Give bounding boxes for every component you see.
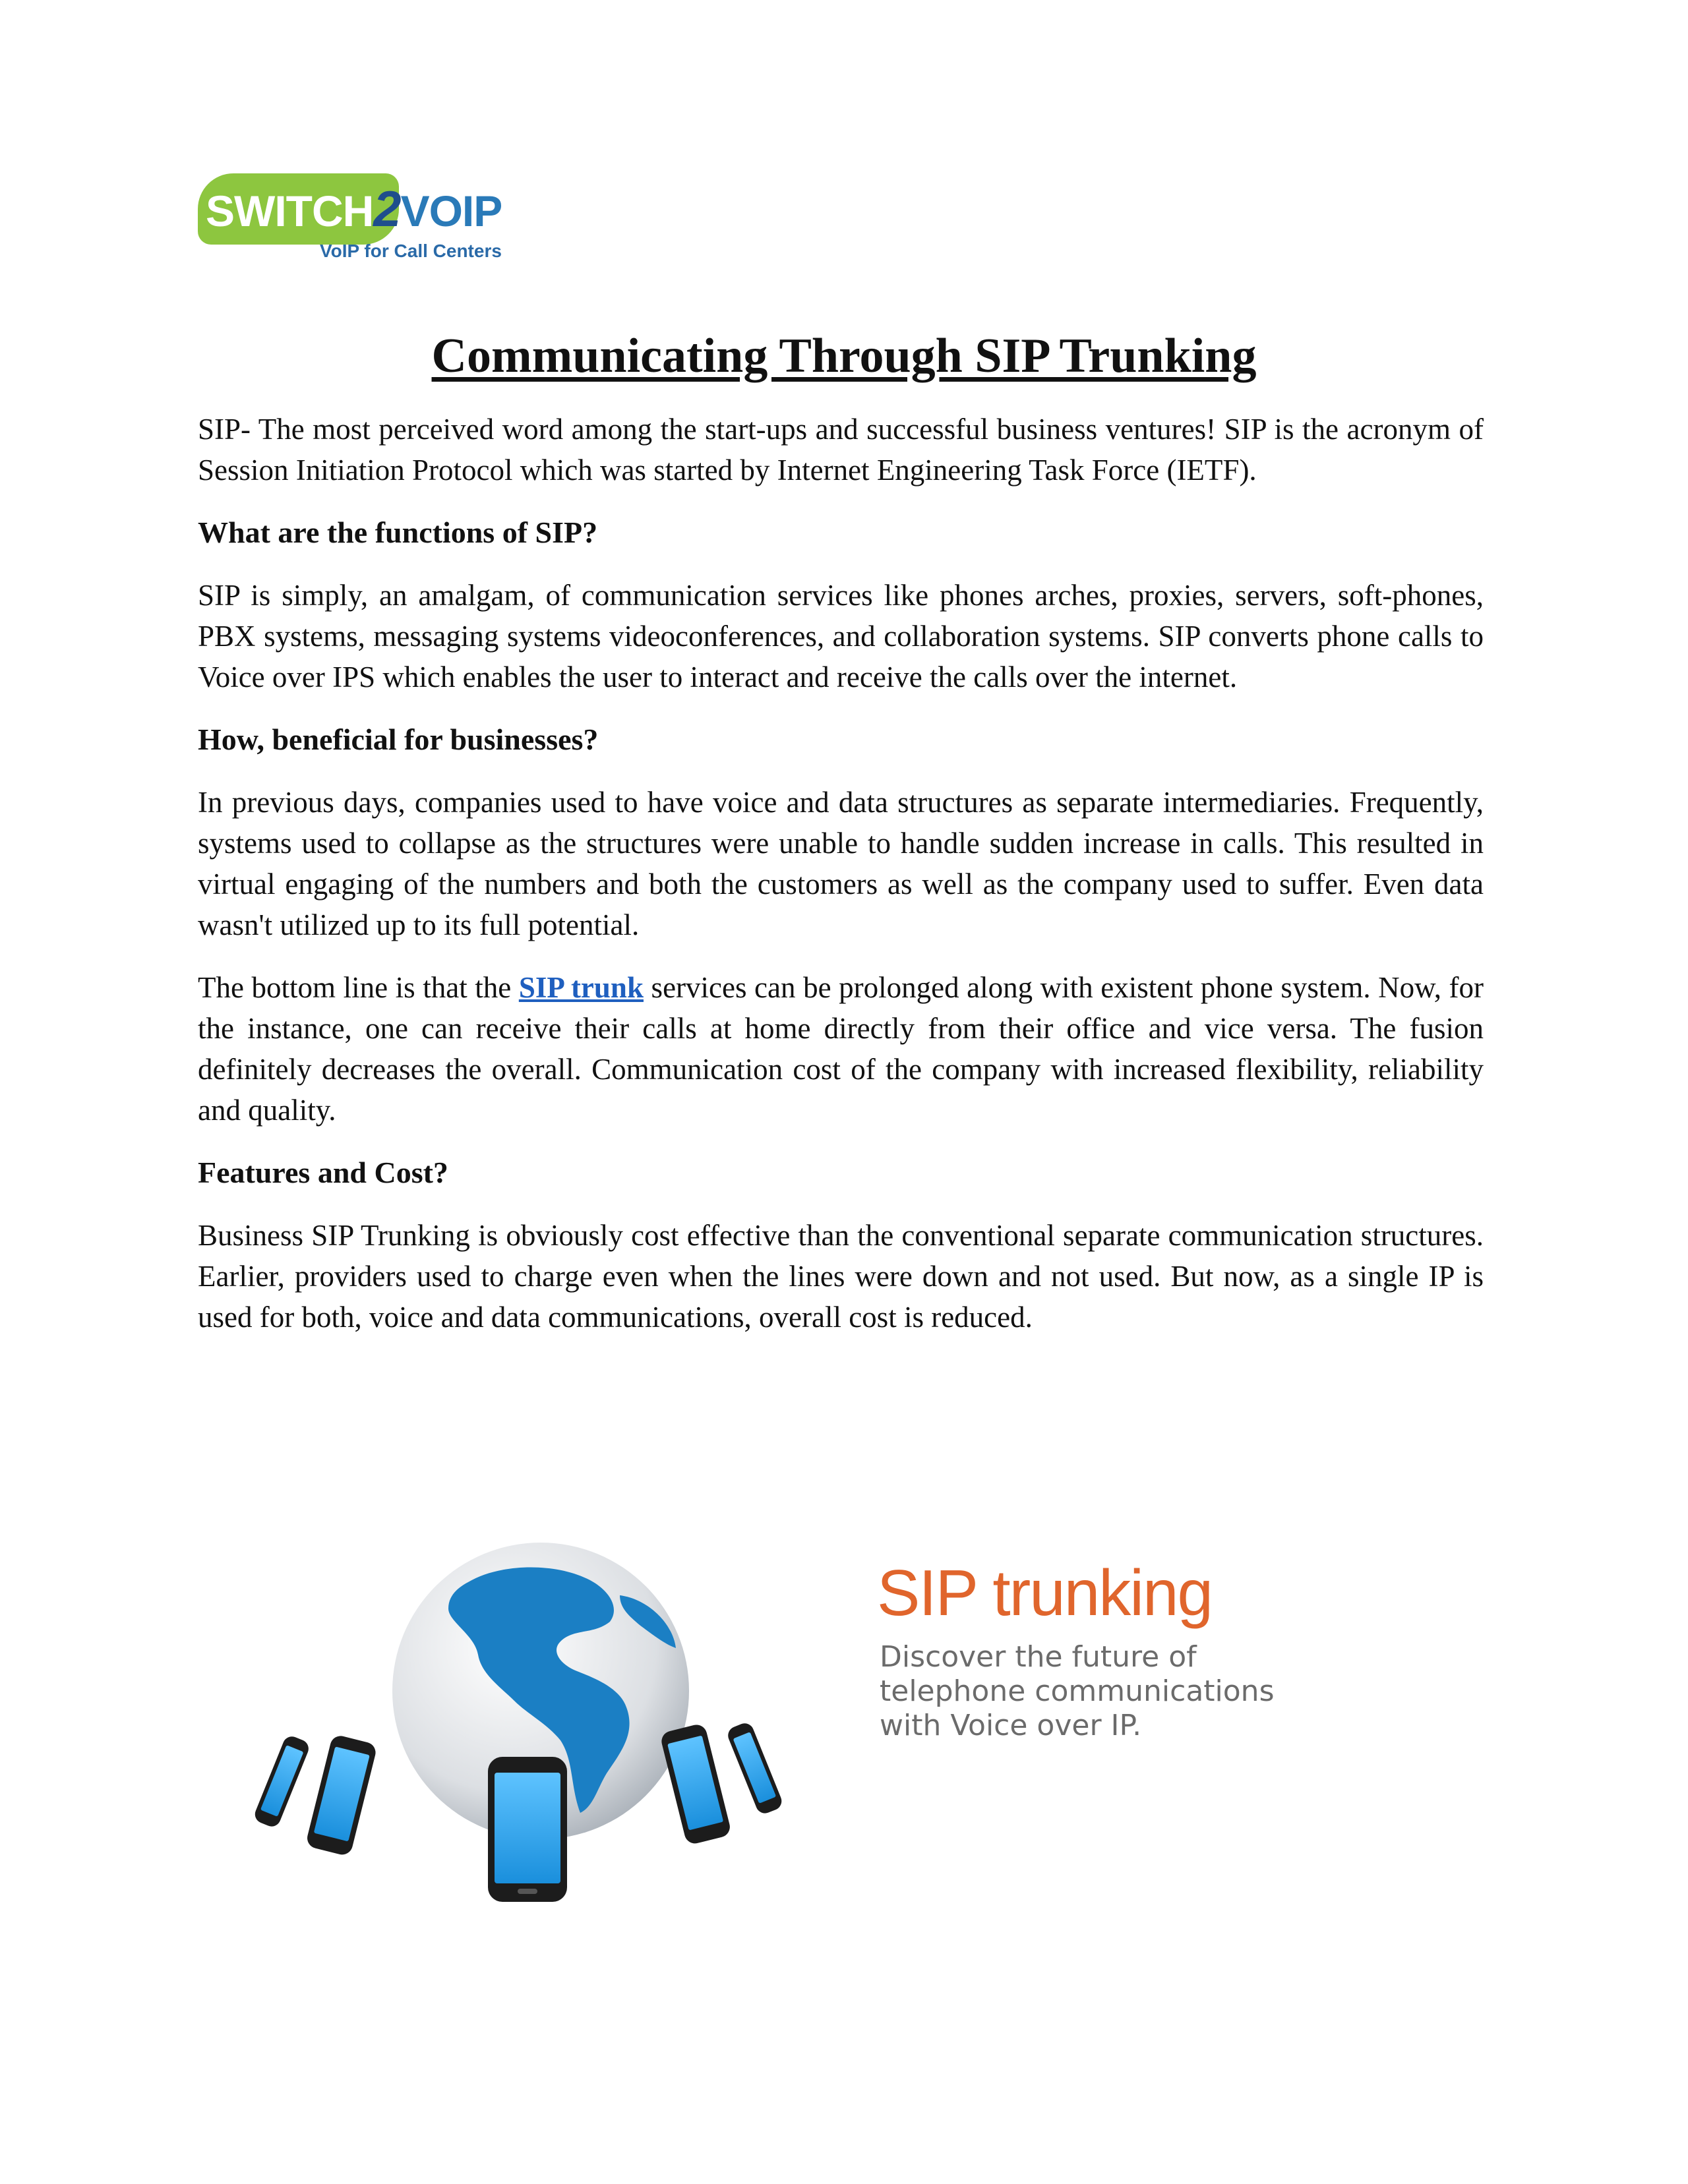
page-title: Communicating Through SIP Trunking (431, 329, 1257, 383)
section-body-functions: SIP is simply, an amalgam, of communication services like phones arches, proxies, servers, soft-phones, PBX systems, messaging systems videoconferences, and collaboration systems. SIP converts phone calls to Voice over IPS which enables the user to interact and receive the calls over the internet. (198, 579, 1484, 694)
banner-line-3: with Voice over IP. (880, 1709, 1142, 1742)
section-body-benefits: In previous days, companies used to have voice and data structures as separate intermediaries. Frequently, systems used to collapse as the structures were unable to handle sudden increase in calls. This resulted in virtual engaging of the numbers and both the customers as well as the company used to suffer. Even data wasn't utilized up to its full potential. (198, 786, 1484, 941)
phone-icon-far-right (725, 1721, 785, 1816)
banner-headline: SIP trunking (877, 1556, 1213, 1629)
banner-line-2: telephone communications (880, 1674, 1275, 1708)
phone-icon-right (659, 1723, 732, 1846)
logo-wordmark (206, 180, 502, 241)
bottom-line-text-start: The bottom line is that the (198, 971, 519, 1004)
phone-icon-center (488, 1757, 567, 1902)
sip-trunking-banner (864, 1556, 1365, 1754)
section-heading-features: Features and Cost? (198, 1156, 448, 1189)
banner-line-1: Discover the future of (880, 1640, 1197, 1674)
section-body-features: Business SIP Trunking is obviously cost effective than the conventional separate communication structures. Earlier, providers used to charge even when the lines were down and not used. But now, as a single IP is used for both, voice and data communications, overall cost is reduced. (198, 1219, 1484, 1334)
section-heading-benefits: How, beneficial for businesses? (198, 723, 599, 756)
globe-phones-illustration (251, 1536, 798, 1905)
logo-word-2: 2 (373, 181, 401, 237)
logo-word-voip: VOIP (400, 187, 502, 235)
intro-paragraph: SIP- The most perceived word among the start-ups and successful business ventures! SIP is the acronym of Session Initiation Protocol which was started by Internet Engineering Task Force (IETF). (198, 413, 1484, 487)
article-body (198, 409, 1484, 1359)
logo-word-switch: SWITCH (206, 187, 374, 235)
sip-trunk-link[interactable]: SIP trunk (518, 971, 644, 1004)
switch2voip-logo (198, 168, 541, 267)
phone-icon-left (305, 1734, 378, 1857)
logo-tagline: VoIP for Call Centers (320, 241, 502, 261)
section-heading-functions: What are the functions of SIP? (198, 516, 598, 549)
bottom-line-text-end: services can be prolonged along with existent phone system. Now, for the instance, one can receive their calls at home directly from their office and vice versa. The fusion definitely decreases the overall. Communication cost of the company with increased flexibility, reliability and quality. (198, 971, 1484, 1127)
phone-icon-far-left (253, 1734, 312, 1829)
section-body-bottom-line (198, 967, 1484, 1131)
